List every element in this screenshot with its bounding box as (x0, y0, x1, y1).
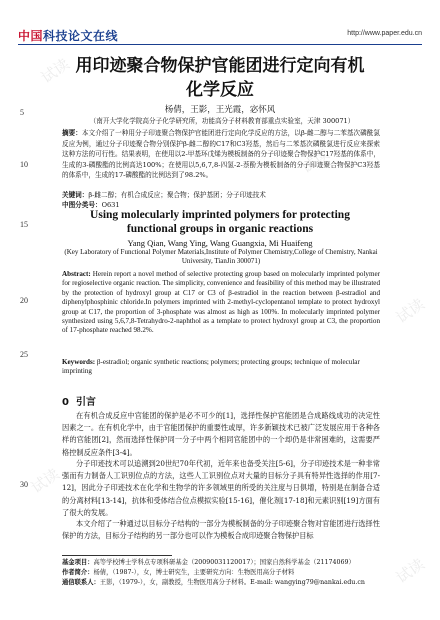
keywords-cn-text: β-雌二醇；有机合成反应；聚合物；保护基团；分子印迹技术 (88, 191, 266, 199)
logo-mark: 中国 (18, 29, 44, 43)
abstract-english (62, 270, 380, 336)
footnote-fund (62, 558, 392, 568)
keywords-en-text: β-estradiol; organic synthetic reactions; polymers; protecting groups; technique of molecular imprinting (62, 358, 360, 376)
clc-value: O631 (101, 201, 120, 209)
watermark: 试读 (27, 464, 63, 497)
affiliation-english: (Key Laboratory of Functional Polymer Materials,Institute of Polymer Chemistry,College of Chemistry, Nankai University, TianJin 300071) (64, 248, 378, 265)
line-number: 20 (20, 296, 28, 305)
logo-text: 科技论文在线 (43, 29, 119, 43)
line-number: 25 (20, 350, 28, 359)
section-heading (62, 393, 96, 408)
watermark: 试读 (392, 294, 428, 327)
title-english (40, 208, 400, 236)
body-paragraph: 在有机合成反应中官能团的保护是必不可少的[1]，选择性保护官能团是合成路线成功的决定性因素之一。在有机化学中，由于官能团保护的重要性或厚，许多新颖技术已被广泛发展应用于各种各样的官能团[2]，然而选择性保护同一分子中两个相同官能团中的一个却仍是非常困难的，这需要严格控制反应条件[3-4]。 (62, 411, 380, 457)
clc-label: 中图分类号： (62, 201, 102, 209)
site-url[interactable]: http://www.paper.edu.cn (347, 30, 422, 37)
watermark: 试读 (37, 54, 73, 87)
watermark: 试读 (392, 554, 428, 587)
affiliation-chinese: （南开大学化学院高分子化学研究所，功能高分子材料教育部重点实验室，天津 300071） (89, 117, 355, 125)
author1-label: 作者简介： (62, 569, 94, 576)
abstract-en-text: Herein report a novel method of selective protecting group based on molecularly imprinted polymer for regioselective organic reaction. The simplicity, convenience and feasibility of this method may be illustrated by the protection of hydroxyl group at C17 or C3 of β-estradiol in the reaction between β-estradiol and diphenylphosphinic chloride.In polymers imprinted with 2-methyl-cyclopentanol template to protect hydroxyl group at C17, the proportion of 3-phosphate was almost as high as 100%. In molecularly imprinted polymer synthesized using 5,6,7,8-Tetrahydro-2-naphthol as a template to protect hydroxyl group at C3, the proportion of 17-phosphate reached 98.2%. (62, 270, 380, 335)
footnote-author (62, 568, 392, 578)
title-cn-line-1: 用印迹聚合物保护官能团进行定向有机 (75, 56, 365, 76)
section-title: 引言 (75, 397, 96, 408)
authors-english: Yang Qian, Wang Ying, Wang Guangxia, Mi Huaifeng (127, 238, 313, 248)
keywords-en-label: Keywords: (62, 358, 96, 366)
keywords-cn-label: 关键词： (62, 191, 89, 199)
title-chinese (0, 54, 440, 102)
site-logo[interactable] (18, 27, 118, 44)
body-paragraph: 分子印迹技术可以追溯到20世纪70年代初，近年来也备受关注[5-6]，分子印迹技术是一种非常强而有力制备人工识别位点的方法，这些人工识别位点对大量的目标分子具有特异性选择的作用[7-12]，因此分子印迹技术在化学和生物学的许多领域里的所受的关注度与日俱增，特别是在制备合适的分离材料[13-14]，抗体和受体结合位点模拟实验[15-16]，催化剂[17-18]和元素识别[19]方面有了很大的发展。 (62, 459, 380, 517)
author1-text: 杨倩，（1987-），女，博士研究生，主要研究方向：生物医用高分子材料 (93, 569, 295, 576)
title-cn-line-2: 化学反应 (186, 80, 254, 100)
abstract-en-label: Abstract: (62, 270, 91, 278)
footnote-rule (62, 555, 172, 556)
abstract-chinese (62, 128, 380, 181)
line-number: 5 (20, 108, 24, 117)
footnote-corresponding (62, 578, 392, 588)
abstract-cn-text: 本文介绍了一种用分子印迹聚合物保护官能团进行定向化学反应的方法，以β-雌二醇与二苯基次磷酰氯反应为例，通过分子印迹聚合物分别保护β-雌二醇的C17和C3羟基，然后与二苯基次磷酰氯进行反应来探索这种方法的可行性。结果表明，在使用以2-甲基环戊烯为模板制备的分子印迹聚合物保护C17羟基的体系中，生成的3-磷酸酯的比例高达100%；在使用以5,6,7,8-四氢-2-萘酚为模板制备的分子印迹聚合物保护C3羟基的体系中，生成的17-磷酸酯的比例达到了98.2%。 (62, 129, 381, 179)
keywords-english (62, 358, 380, 377)
line-number: 30 (20, 480, 28, 489)
fund-text: 高等学校博士学科点专项科研基金（20090031120017）；国家自然科学基金（21174069） (93, 559, 355, 566)
watermark: 试读 (297, 144, 333, 177)
authors-chinese: 杨倩，王影，王光霞，宓怀风 (164, 105, 276, 115)
abstract-cn-label: 摘要： (62, 129, 82, 137)
header-rule (18, 44, 422, 45)
fund-label: 基金项目： (62, 559, 94, 566)
author2-label: 通信联系人： (62, 579, 100, 586)
body-paragraph: 本文介绍了一种通过以目标分子结构的一部分为模板制备的分子印迹聚合物对官能团进行选择性保护的方法，目标分子结构的另一部分也可以作为模板合成印迹聚合物保护目标 (62, 519, 380, 541)
section-number: 0 (62, 397, 69, 408)
title-en-line-1: Using molecularly imprinted polymers for protecting (90, 209, 350, 221)
page-header (0, 0, 440, 46)
line-number: 10 (20, 160, 28, 169)
title-en-line-2: functional groups in organic reactions (126, 223, 314, 235)
author2-text: 王影，（1979-），女，副教授，生物医用高分子材料。E-mail: wangying79@nankai.edu.cn (99, 579, 365, 586)
keywords-chinese (62, 190, 380, 200)
line-number: 15 (20, 220, 28, 229)
